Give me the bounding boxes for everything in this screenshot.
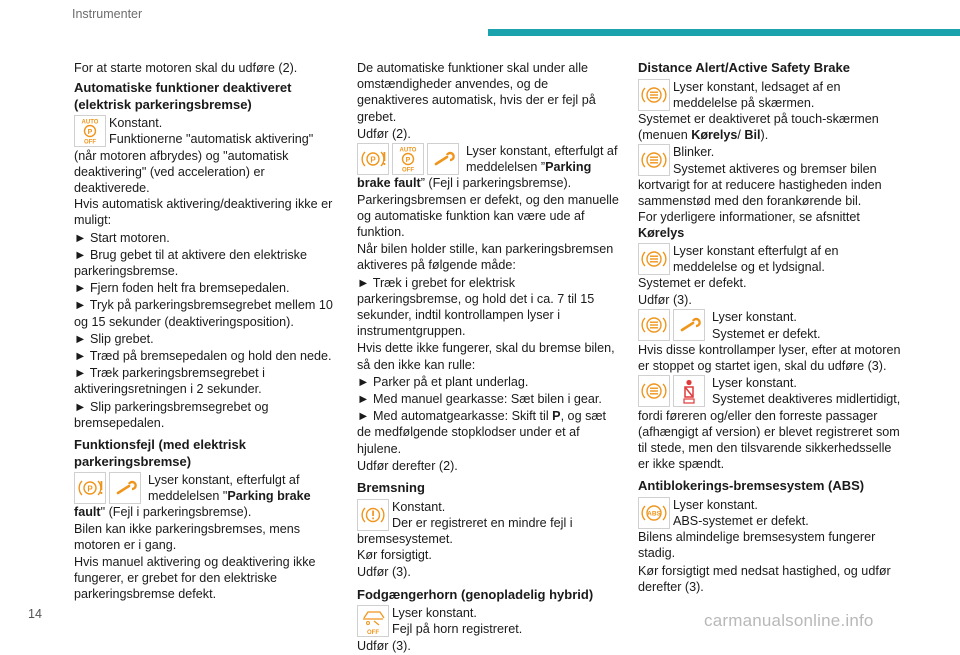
svg-text:AUTO: AUTO — [399, 147, 417, 154]
drive-carefully-text: Kør forsigtigt. — [357, 548, 432, 563]
svg-text:OFF: OFF — [84, 139, 96, 146]
do-step-3: Udfør (3). — [638, 293, 692, 308]
distance-alert-braking: Systemet aktiveres og bremser bilen kortvarigt for at reducere hastigheden inden sammenstød med den forankørende bil. — [638, 161, 882, 208]
abs-defect: ABS-systemet er defekt. — [673, 514, 809, 529]
svg-text:AUTO: AUTO — [81, 119, 99, 126]
distance-alert-icon — [638, 309, 670, 341]
heading-pedestrian-horn: Fodgængerhorn (genopladelig hybrid) — [357, 586, 594, 602]
braking-entry — [357, 499, 619, 548]
if-lamps-lit-text: Hvis disse kontrollamper lyser, efter at motoren er stoppet og startet igen, skal du udføre (3). — [638, 342, 901, 373]
distance-alert-deactivated — [638, 111, 906, 143]
malfunction-icons — [74, 472, 144, 504]
fault-defect: Systemet er defekt. — [712, 326, 821, 341]
deactivated-text-a: Systemet er deaktiveret på touch-skærmen (menuen — [638, 111, 879, 143]
auto-off-status: Konstant. — [109, 116, 163, 131]
distance-alert-icon — [638, 79, 670, 111]
column-1 — [74, 60, 336, 604]
brake-defect-text: Parkeringsbremsen er defekt, og den manuelle og automatiske funktion kan være ude af funktion. — [357, 192, 619, 240]
distance-alert-with-sound: Lyser konstant efterfulgt af en meddelelse og et lydsignal. — [673, 243, 839, 274]
horn-description: Fejl på horn registreret. — [392, 622, 523, 637]
do-step-3: Udfør (3). — [357, 565, 411, 580]
if-not-possible-text: Hvis automatisk aktivering/deaktivering ikke er muligt: — [74, 197, 333, 228]
menu-driving-lights: Kørelys — [691, 128, 738, 143]
page-number: 14 — [28, 607, 42, 621]
seatbelt-description: Systemet deaktiveres midlertidigt, fordi føreren og/eller den forreste passager (afhængigt af version) er blevet registreret som til stede, men den tilsvarende sikkerhedsselle er ikke spændt. — [638, 392, 901, 472]
abs-entry — [638, 497, 906, 529]
distance-alert-fault-icons — [638, 309, 708, 341]
seatbelt-icons — [638, 375, 708, 407]
list-item: ► Start motoren. — [74, 230, 170, 245]
system-defect-text: Systemet er defekt. — [638, 275, 747, 290]
abs-steady: Lyser konstant. — [673, 497, 758, 512]
auto-off-entry — [74, 115, 336, 196]
distance-alert-icon — [638, 144, 670, 176]
malfunction-paragraph-3: Hvis manuel aktivering og deaktivering ikke fungerer, er grebet for den elektriske parkeringsbremse defekt. — [74, 555, 316, 602]
brake-fault-text-b: ” (Fejl i parkeringsbremse). — [420, 176, 572, 191]
watermark: carmanualsonline.info — [704, 611, 874, 630]
brake-fault-text-a: Lyser konstant, efterfulgt af meddelelsen ” — [466, 144, 618, 175]
parking-brake-fault-icon — [357, 143, 389, 175]
seatbelt-steady: Lyser konstant. — [712, 376, 797, 391]
svg-text:P: P — [370, 155, 376, 165]
brake-fault-icons — [357, 143, 462, 175]
fault-steady: Lyser konstant. — [712, 310, 797, 325]
malfunction-message: Parking brake fault — [74, 489, 311, 520]
horn-status: Lyser konstant. — [392, 606, 477, 621]
list-item: ► Træk i grebet for elektrisk parkeringsbremse, og hold det i ca. 7 til 15 sekunder, indtil kontrollampen lyser i instrumentgruppen. — [357, 275, 595, 339]
svg-text:OFF: OFF — [402, 167, 414, 174]
heading-distance-alert: Distance Alert/Active Safety Brake — [638, 60, 850, 75]
brake-fault-message: Parking brake fault — [357, 160, 592, 191]
distance-alert-icon — [638, 243, 670, 275]
header-accent-bar — [488, 29, 960, 36]
more-info-text-a: For yderligere informationer, se afsnittet — [638, 210, 860, 225]
svg-text:ABS: ABS — [647, 510, 661, 518]
pedestrian-horn-off-icon — [357, 605, 389, 637]
list-item — [357, 408, 619, 457]
stationary-text: Når bilen holder stille, kan parkeringsbremsen aktiveres på følgende måde: — [357, 242, 614, 273]
seatbelt-icon — [673, 375, 705, 407]
list-item: ► Slip grebet. — [74, 331, 154, 346]
braking-description: Der er registreret en mindre fejl i bremsesystemet. — [357, 515, 573, 546]
list-item: ► Fjern foden helt fra bremsepedalen. — [74, 281, 290, 296]
distance-alert-blinking: Blinker. — [673, 145, 715, 160]
distance-alert-entry-1 — [638, 79, 906, 111]
menu-separator: / — [737, 128, 745, 143]
step-list-1 — [74, 230, 336, 431]
abs-warning-icon — [638, 497, 670, 529]
braking-status: Konstant. — [392, 499, 446, 514]
distance-alert-entry-3 — [638, 243, 906, 275]
parking-brake-fault-icon — [74, 472, 106, 504]
normal-brakes-text: Bilens almindelige bremsesystem fungerer stadig. — [638, 530, 876, 561]
drive-carefully-abs-text: Kør forsigtigt med nedsat hastighed, og udfør derefter (3). — [638, 563, 891, 594]
distance-alert-icon — [638, 375, 670, 407]
svg-text:P: P — [405, 157, 411, 165]
svg-text:OFF: OFF — [367, 630, 379, 637]
step-c-text-a: ► Med automatgearkasse: Skift til — [357, 409, 553, 424]
list-item: ► Med manuel gearkasse: Sæt bilen i gear. — [357, 392, 602, 407]
section-title: Instrumenter — [72, 7, 143, 21]
step-c-gear: P — [552, 409, 561, 424]
auto-p-off-warning-icon — [392, 143, 424, 175]
wrench-icon — [427, 143, 459, 175]
section-link-driving-lights: Kørelys — [638, 226, 685, 241]
step-c-text-b: , og sæt de medfølgende stopklodser under et af hjulene. — [357, 409, 607, 456]
wrench-icon — [673, 309, 705, 341]
distance-alert-entry-2 — [638, 144, 906, 209]
more-info-text — [638, 209, 906, 241]
list-item: ► Træd på bremsepedalen og hold den nede. — [74, 349, 332, 364]
heading-abs: Antiblokerings-bremsesystem (ABS) — [638, 478, 865, 494]
horn-entry — [357, 605, 619, 637]
svg-text:P: P — [87, 129, 93, 137]
list-item: ► Tryk på parkeringsbremsegrebet mellem 10 og 15 sekunder (deaktiveringsposition). — [74, 298, 333, 329]
svg-text:P: P — [87, 484, 93, 494]
malfunction-text-a: Lyser konstant, efterfulgt af meddelelsen " — [148, 473, 300, 504]
malfunction-text-b: " (Fejl i parkeringsbremse). — [100, 505, 252, 520]
auto-functions-text: De automatiske funktioner skal under alle omstændigheder anvendes, og de genaktiveres automatisk, hvis der er fejl på grebet. — [357, 61, 596, 124]
do-step-2-after: Udfør derefter (2). — [357, 458, 458, 473]
brake-fault-entry — [357, 143, 619, 192]
heading-malfunction: Funktionsfejl (med elektrisk parkeringsbremse) — [74, 437, 246, 469]
column-2 — [357, 60, 619, 655]
column-3 — [638, 60, 906, 596]
heading-auto-functions-off: Automatiske funktioner deaktiveret (elektrisk parkeringsbremse) — [74, 80, 292, 112]
intro-text: For at starte motoren skal du udføre (2). — [74, 61, 298, 75]
auto-off-description: Funktionerne "automatisk aktivering" (når motoren afbrydes) og "automatisk deaktivering" (ved acceleration) er deaktiverede. — [74, 132, 314, 196]
do-step-3: Udfør (3). — [357, 638, 411, 653]
list-item: ► Parker på et plant underlag. — [357, 374, 529, 389]
malfunction-paragraph-2: Bilen kan ikke parkeringsbremses, mens motoren er i gang. — [74, 521, 301, 552]
distance-alert-entry-4 — [638, 309, 906, 341]
wrench-icon — [109, 472, 141, 504]
auto-p-off-warning-icon — [74, 115, 106, 147]
heading-braking: Bremsning — [357, 480, 425, 496]
list-item: ► Træk parkeringsbremsegrebet i aktiveringsretningen i 2 sekunder. — [74, 366, 265, 397]
deactivated-text-b: ). — [760, 128, 769, 143]
if-not-working-text: Hvis dette ikke fungerer, skal du bremse bilen, så den ikke kan rulle: — [357, 341, 615, 372]
do-step-2: Udfør (2). — [357, 126, 411, 141]
brake-warning-icon — [357, 499, 389, 531]
list-item: ► Slip parkeringsbremsegrebet og bremsepedalen. — [74, 399, 269, 430]
list-item: ► Brug gebet til at aktivere den elektriske parkeringsbremse. — [74, 247, 307, 279]
menu-car: Bil — [744, 128, 761, 143]
distance-alert-entry-5 — [638, 375, 906, 472]
distance-alert-steady: Lyser konstant, ledsaget af en meddelelse på skærmen. — [673, 79, 841, 110]
malfunction-entry — [74, 472, 336, 521]
